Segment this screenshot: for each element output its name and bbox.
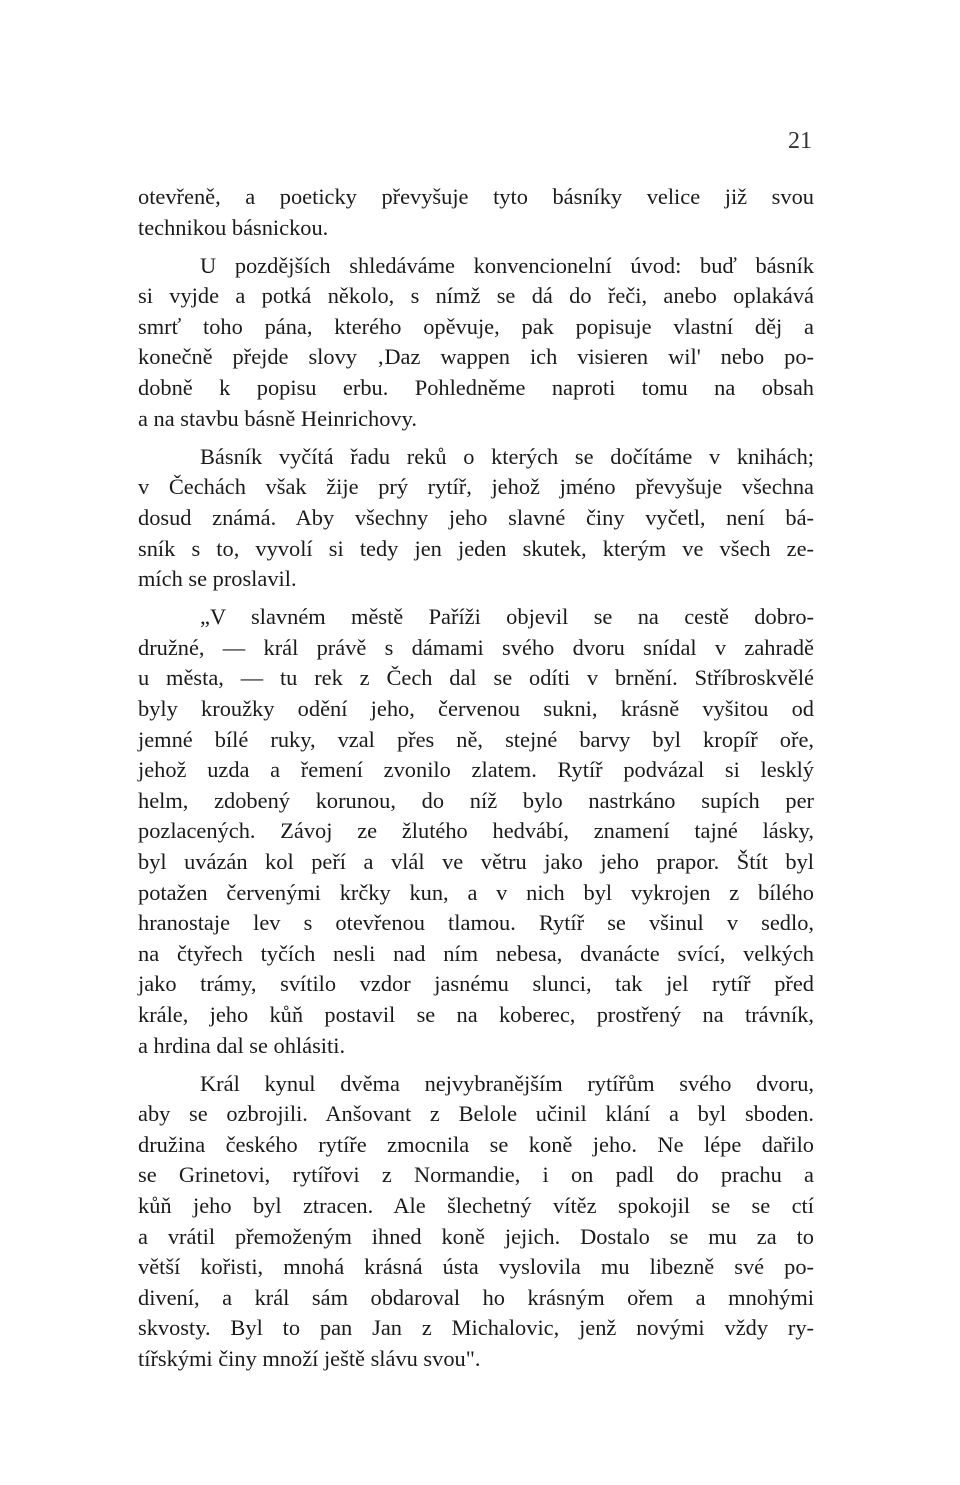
paragraph: [138, 442, 814, 595]
text-line: „V slavném městě Paříži objevil se na cestě dobro-: [200, 604, 814, 630]
text-line: a vrátil přemoženým ihned koně jejich. Dostalo se mu za to: [138, 1223, 814, 1249]
paragraph: [138, 1069, 814, 1375]
text-line: větší kořisti, mnohá krásná ústa vyslovila mu libezně své po-: [138, 1254, 814, 1280]
text-line: v Čechách však žije prý rytíř, jehož jméno převyšuje všechna: [138, 474, 814, 500]
text-line: hranostaje lev s otevřenou tlamou. Rytíř se všinul v sedlo,: [138, 910, 814, 936]
text-line: na čtyřech tyčích nesli nad ním nebesa, dvanácte svící, velkých: [138, 940, 814, 966]
text-line: potažen červenými krčky kun, a v nich byl vykrojen z bílého: [138, 879, 814, 905]
text-line: kůň jeho byl ztracen. Ale šlechetný vítěz spokojil se se ctí: [138, 1193, 814, 1218]
text-line: jehož uzda a řemení zvonilo zlatem. Rytíř podvázal si lesklý: [138, 757, 814, 783]
text-line: tířskými činy množí ještě slávu svou".: [138, 1345, 481, 1371]
text-line: jemné bílé ruky, vzal přes ně, stejné barvy byl kropíř oře,: [138, 726, 814, 752]
text-line: družné, — král právě s dámami svého dvoru snídal v zahradě: [138, 634, 814, 660]
text-line: sník s to, vyvolí si tedy jen jeden skutek, kterým ve všech ze-: [138, 535, 814, 561]
text-line: byly kroužky odění jeho, červenou sukni, krásně vyšitou od: [138, 696, 814, 721]
text-line: U pozdějších shledáváme konvencionelní úvod: buď básník: [200, 252, 814, 278]
body-text: [138, 182, 814, 1375]
text-line: byl uvázán kol peří a vlál ve větru jako jeho prapor. Štít byl: [138, 848, 814, 874]
text-line: helm, zdobený korunou, do níž bylo nastrkáno supích per: [138, 787, 814, 813]
text-line: družina českého rytíře zmocnila se koně jeho. Ne lépe dařilo: [138, 1131, 814, 1157]
paragraph: [138, 602, 814, 1061]
page-number: 21: [788, 128, 812, 154]
text-line: se Grinetovi, rytířovi z Normandie, i on padl do prachu a: [138, 1162, 814, 1188]
text-line: u města, — tu rek z Čech dal se odíti v brnění. Stříbroskvělé: [138, 665, 814, 691]
text-line: skvosty. Byl to pan Jan z Michalovic, jenž novými vždy ry-: [138, 1315, 814, 1341]
text-line: dobně k popisu erbu. Pohledněme naproti tomu na obsah: [138, 375, 814, 401]
paragraph: [138, 182, 814, 243]
text-line: Básník vyčítá řadu reků o kterých se dočítáme v knihách;: [200, 443, 814, 469]
text-line: si vyjde a potká několo, s nímž se dá do řeči, anebo oplakává: [138, 283, 814, 309]
text-line: pozlacených. Závoj ze žlutého hedvábí, znamení tajné lásky,: [138, 818, 814, 844]
text-line: mích se proslavil.: [138, 566, 297, 592]
text-line: krále, jeho kůň postavil se na koberec, prostřený na trávník,: [138, 1001, 814, 1027]
text-line: Král kynul dvěma nejvybranějším rytířům svého dvoru,: [200, 1070, 814, 1096]
text-line: technikou básnickou.: [138, 214, 329, 240]
text-line: divení, a král sám obdaroval ho krásným ořem a mnohými: [138, 1284, 814, 1310]
text-line: a na stavbu básně Heinrichovy.: [138, 405, 417, 431]
text-line: konečně přejde slovy ‚Daz wappen ich visieren wil' nebo po-: [138, 344, 814, 370]
text-line: jako trámy, svítilo vzdor jasnému slunci, tak jel rytíř před: [138, 971, 814, 997]
paragraph: [138, 251, 814, 435]
text-line: dosud známá. Aby všechny jeho slavné činy vyčetl, není bá-: [138, 504, 814, 530]
text-line: smrť toho pána, kterého opěvuje, pak popisuje vlastní děj a: [138, 313, 814, 339]
text-line: a hrdina dal se ohlásiti.: [138, 1032, 346, 1058]
text-line: aby se ozbrojili. Anšovant z Belole učinil klání a byl sboden.: [138, 1101, 814, 1127]
text-line: otevřeně, a poeticky převyšuje tyto básníky velice již svou: [138, 184, 814, 209]
